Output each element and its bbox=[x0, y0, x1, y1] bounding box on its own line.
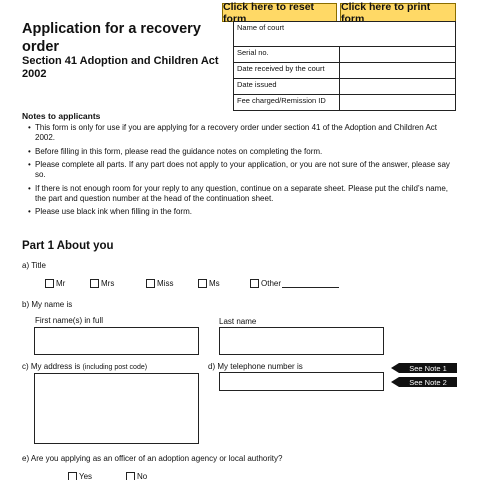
form-subtitle: Section 41 Adoption and Children Act 2002 bbox=[22, 55, 219, 80]
first-name-label: First name(s) in full bbox=[35, 316, 104, 325]
note-item: • If there is not enough room for your reply to any question, continue on a separate sheet. Please put the child’s name, the part and question number at the head of the continuation sheet. bbox=[30, 184, 450, 204]
title-option-mrs[interactable] bbox=[90, 279, 114, 288]
other-title-field[interactable] bbox=[282, 280, 339, 288]
address-field[interactable] bbox=[34, 373, 199, 444]
court-use-table bbox=[233, 21, 456, 111]
see-note-1-link[interactable] bbox=[391, 363, 457, 373]
serial-no-label: Serial no. bbox=[234, 47, 340, 63]
address-question-label: c) My address is bbox=[22, 362, 81, 371]
no-checkbox[interactable] bbox=[126, 472, 135, 480]
reset-form-button[interactable]: Click here to reset form bbox=[222, 3, 337, 22]
other-checkbox[interactable] bbox=[250, 279, 259, 288]
telephone-question: d) My telephone number is bbox=[208, 362, 303, 371]
no-label: No bbox=[137, 472, 148, 480]
see-note-2-link[interactable] bbox=[391, 377, 457, 387]
court-name-cell[interactable]: Name of court bbox=[234, 22, 456, 47]
part1-heading: Part 1 About you bbox=[22, 240, 114, 252]
officer-yes-option[interactable] bbox=[68, 472, 92, 480]
title-option-other[interactable] bbox=[250, 279, 339, 288]
yes-checkbox[interactable] bbox=[68, 472, 77, 480]
note-item: • Please use black ink when filling in the form. bbox=[30, 207, 450, 217]
ms-checkbox[interactable] bbox=[198, 279, 207, 288]
first-name-field[interactable] bbox=[34, 327, 199, 355]
address-hint: (including post code) bbox=[82, 364, 148, 371]
name-question: b) My name is bbox=[22, 300, 73, 309]
last-name-label: Last name bbox=[219, 317, 257, 326]
mrs-label: Mrs bbox=[101, 279, 115, 288]
title-question: a) Title bbox=[22, 261, 47, 270]
mrs-checkbox[interactable] bbox=[90, 279, 99, 288]
date-received-label: Date received by the court bbox=[234, 63, 340, 79]
note-item: • Please complete all parts. If any part does not apply to your application, or you are not sure of the answer, please say so. bbox=[30, 160, 450, 180]
other-label: Other bbox=[261, 279, 282, 288]
see-note-1-label: See Note 1 bbox=[399, 363, 457, 373]
see-note-2-label: See Note 2 bbox=[399, 377, 457, 387]
officer-no-option[interactable] bbox=[126, 472, 147, 480]
note-item: • Before filling in this form, please read the guidance notes on completing the form. bbox=[30, 147, 450, 157]
miss-label: Miss bbox=[157, 279, 174, 288]
telephone-field[interactable] bbox=[219, 372, 384, 391]
print-form-button[interactable]: Click here to print form bbox=[340, 3, 456, 22]
date-issued-field[interactable] bbox=[340, 79, 456, 95]
mr-checkbox[interactable] bbox=[45, 279, 54, 288]
serial-no-field[interactable] bbox=[340, 47, 456, 63]
form-title: Application for a recovery order bbox=[22, 21, 201, 55]
note-arrow-icon bbox=[391, 377, 399, 387]
yes-label: Yes bbox=[79, 472, 93, 480]
officer-question: e) Are you applying as an officer of an adoption agency or local authority? bbox=[22, 454, 283, 463]
ms-label: Ms bbox=[209, 279, 220, 288]
date-received-field[interactable] bbox=[340, 63, 456, 79]
notes-heading: Notes to applicants bbox=[22, 111, 101, 121]
mr-label: Mr bbox=[56, 279, 66, 288]
title-option-miss[interactable] bbox=[146, 279, 173, 288]
date-issued-label: Date issued bbox=[234, 79, 340, 95]
notes-list bbox=[30, 123, 450, 221]
note-arrow-icon bbox=[391, 363, 399, 373]
fee-charged-field[interactable] bbox=[340, 95, 456, 111]
title-option-mr[interactable] bbox=[45, 279, 65, 288]
fee-charged-label: Fee charged/Remission ID bbox=[234, 95, 340, 111]
miss-checkbox[interactable] bbox=[146, 279, 155, 288]
last-name-field[interactable] bbox=[219, 327, 384, 355]
address-question bbox=[22, 362, 147, 371]
title-option-ms[interactable] bbox=[198, 279, 220, 288]
note-item: • This form is only for use if you are applying for a recovery order under section 41 of the Adoption and Children Act 2002. bbox=[30, 123, 450, 143]
